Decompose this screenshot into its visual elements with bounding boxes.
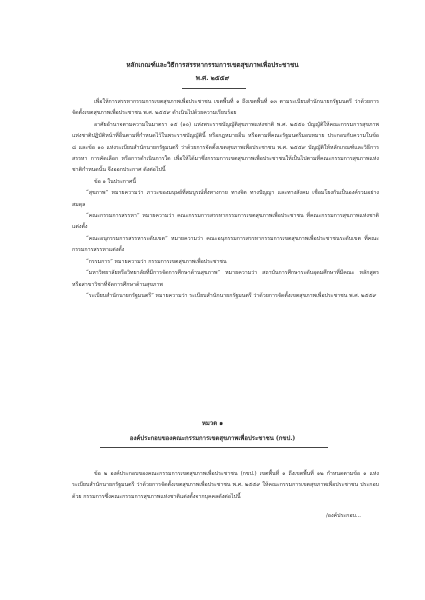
preamble-paragraph-2: อาศัยอำนาจตามความในมาตรา ๑๕ (๑๐) แห่งพระราชบัญญัติสุขภาพแห่งชาติ พ.ศ. ๒๕๕๐ บัญญัติให้คณะกรรมการสุขภาพแห่งชาติปฏิบัติหน้าที่อื่นตามที่กำหนดไว้ในพระราชบัญญัตินี้ หรือกฎหมายอื่น หรือตามที่คณะรัฐมนตรีมอบหมาย ประกอบกับความในข้อ ๘ และข้อ ๑๐ แห่งระเบียบสำนักนายกรัฐมนตรี ว่าด้วยการจัดตั้งเขตสุขภาพเพื่อประชาชน พ.ศ. ๒๕๕๙ บัญญัติให้หลักเกณฑ์และวิธีการสรรหา การคัดเลือก หรือการดำเนินการใด เพื่อให้ได้มาซึ่งกรรมการเขตสุขภาพเพื่อประชาชนให้เป็นไปตามที่คณะกรรมการสุขภาพแห่งชาติกำหนดนั้น จึงออกประกาศ ดังต่อไปนี้: [72, 121, 379, 174]
definition-regional-subcommittee: “คณะอนุกรรมการสรรหาระดับเขต” หมายความว่า คณะอนุกรรมการสรรหากรรมการเขตสุขภาพเพื่อประชาชนระดับเขต ที่คณะกรรมการสรรหาแต่งตั้ง: [72, 235, 379, 254]
preamble-paragraph-1: เพื่อให้การสรรหากรรมการเขตสุขภาพเพื่อประชาชน เขตพื้นที่ ๑ ถึงเขตพื้นที่ ๑๓ ตามระเบียบสำนักนายกรัฐมนตรี ว่าด้วยการจัดตั้งเขตสุขภาพเพื่อประชาชน พ.ศ. ๒๕๕๙ ดำเนินไปด้วยความเรียบร้อย: [72, 99, 379, 117]
definition-member: “กรรมการ” หมายความว่า กรรมการเขตสุขภาพเพื่อประชาชน: [86, 258, 227, 265]
document-year: พ.ศ. ๒๕๕๙: [195, 74, 230, 82]
continuation-marker: /องค์ประกอบ...: [326, 513, 361, 519]
chapter-underline: [100, 447, 328, 448]
title-underline: [182, 88, 246, 89]
chapter-title: องค์ประกอบของคณะกรรมการเขตสุขภาพเพื่อประชาชน (กขป.): [129, 435, 296, 442]
clause-1-heading: ข้อ ๑ ในประกาศนี้: [94, 178, 136, 185]
chapter-number: หมวด ๑: [201, 420, 224, 427]
clause-2-block: [72, 469, 379, 503]
document-body: [72, 97, 379, 302]
definition-health: “สุขภาพ” หมายความว่า ภาวะของมนุษย์ที่สมบูรณ์ทั้งทางกาย ทางจิต ทางปัญญา และทางสังคม เชื่อมโยงกันเป็นองค์รวมอย่างสมดุล: [72, 190, 379, 208]
definition-regulation: “ระเบียบสำนักนายกรัฐมนตรี” หมายความว่า ระเบียบสำนักนายกรัฐมนตรี ว่าด้วยการจัดตั้งเขตสุขภาพเพื่อประชาชน พ.ศ. ๒๕๕๙: [86, 292, 377, 299]
definition-recruitment-committee: “คณะกรรมการสรรหา” หมายความว่า คณะกรรมการสรรหากรรมการเขตสุขภาพเพื่อประชาชน ที่คณะกรรมการสุขภาพแห่งชาติแต่งตั้ง: [72, 213, 379, 231]
document-title: หลักเกณฑ์และวิธีการสรรหากรรมการเขตสุขภาพเพื่อประชาชน: [126, 61, 299, 69]
definition-university: “มหาวิทยาลัยหรือวิทยาลัยที่มีการจัดการศึกษาด้านสุขภาพ” หมายความว่า สถาบันการศึกษาระดับอุดมศึกษาที่มีคณะ หลักสูตร หรือสาขาวิชาที่จัดการศึกษาด้านสุขภาพ: [72, 270, 379, 288]
clause-2: ข้อ ๒ องค์ประกอบของคณะกรรมการเขตสุขภาพเพื่อประชาชน (กขป.) เขตพื้นที่ ๑ ถึงเขตพื้นที่ ๑๒ กำหนดตามข้อ ๑ แห่งระเบียบสำนักนายกรัฐมนตรี ว่าด้วยการจัดตั้งเขตสุขภาพเพื่อประชาชน พ.ศ. ๒๕๕๙ ให้คณะกรรมการเขตสุขภาพเพื่อประชาชน ประกอบด้วย กรรมการซึ่งคณะกรรมการสุขภาพแห่งชาติแต่งตั้งจากบุคคลดังต่อไปนี้: [72, 471, 379, 500]
